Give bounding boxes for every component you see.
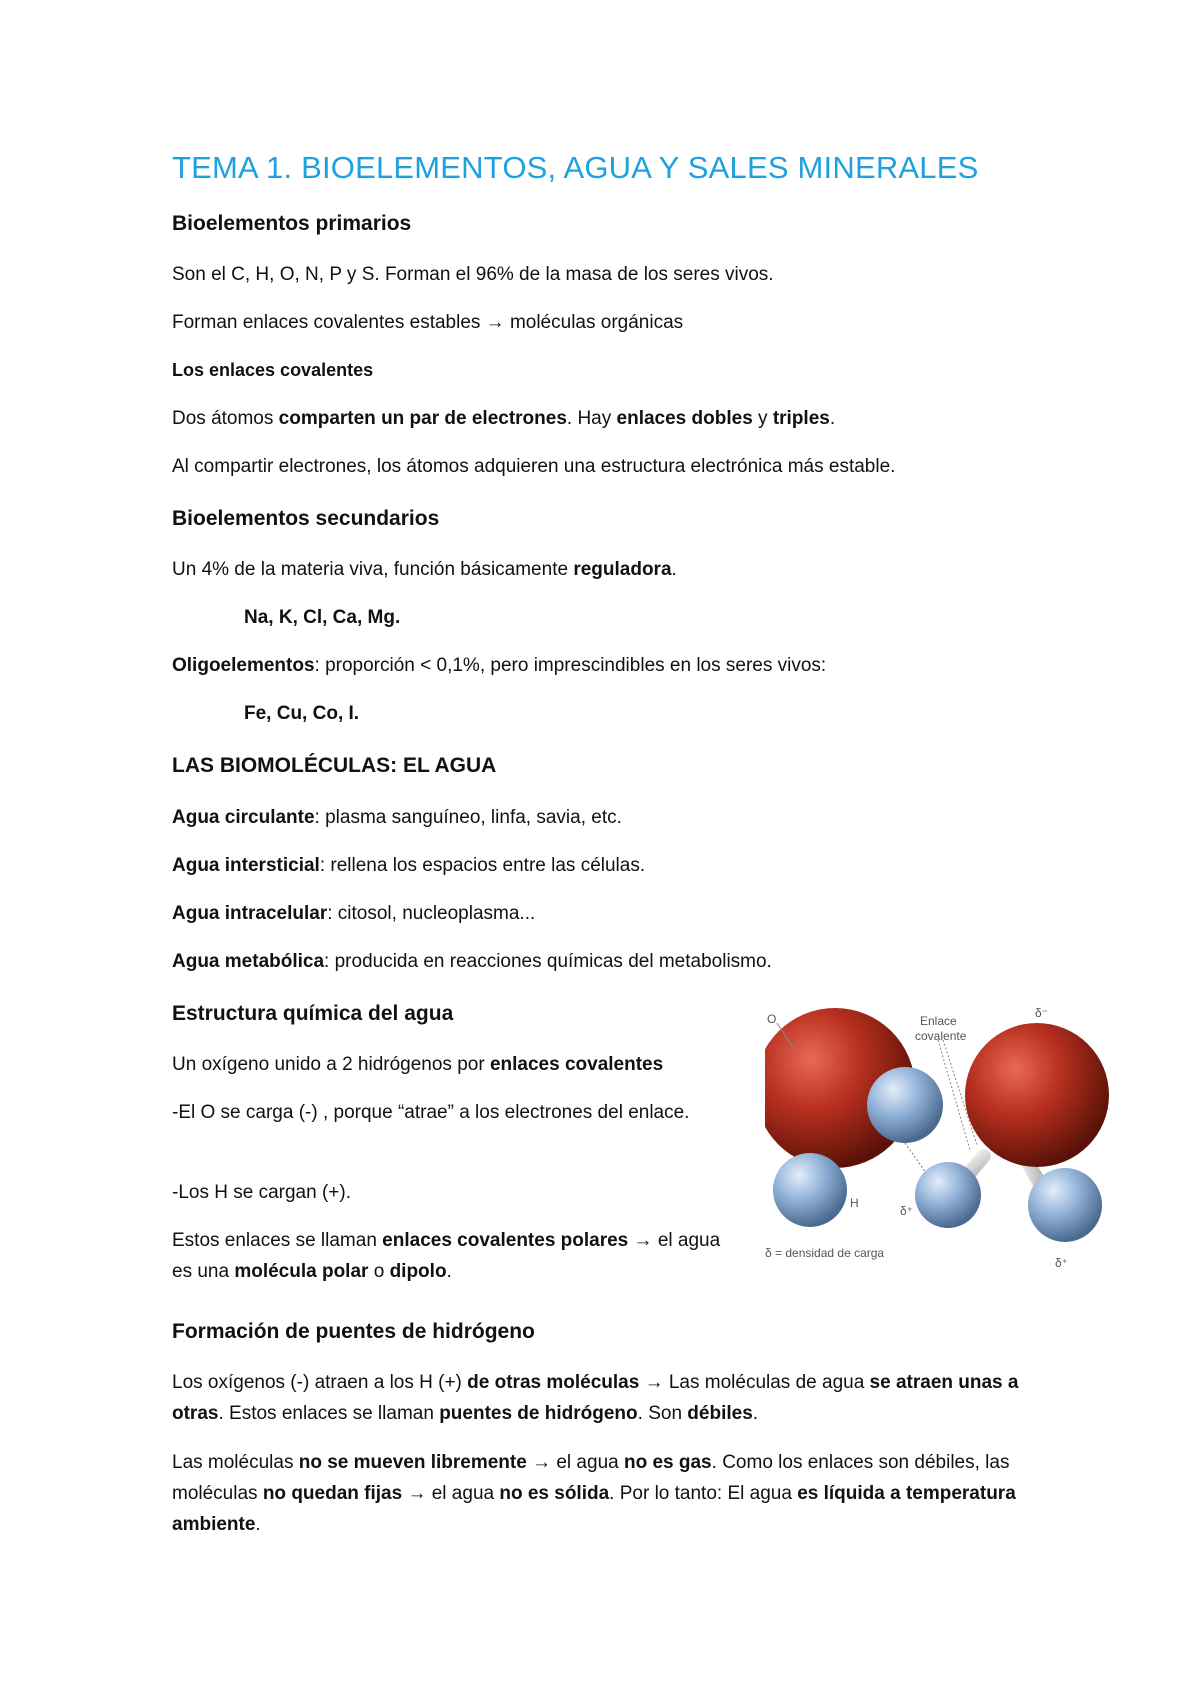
text-run: no se mueven libremente bbox=[298, 1452, 527, 1473]
text-run: . Por lo tanto: El agua bbox=[609, 1483, 798, 1504]
text-run: → Las moléculas de agua bbox=[639, 1372, 870, 1393]
paragraph-enlaces-1 bbox=[172, 403, 1052, 434]
text-run: Agua circulante bbox=[172, 807, 315, 828]
paragraph-enlaces-2: Al compartir electrones, los átomos adquieren una estructura electrónica más estable. bbox=[172, 456, 896, 477]
text-run: Agua intersticial bbox=[172, 855, 320, 876]
text-run: Los oxígenos (-) atraen a los H (+) bbox=[172, 1372, 468, 1393]
text-run: y bbox=[752, 408, 773, 429]
label-hydrogen: H bbox=[850, 1196, 859, 1210]
text-run: Agua intracelular bbox=[172, 903, 328, 924]
label-oxygen: O bbox=[767, 1012, 777, 1026]
label-covalente: covalente bbox=[915, 1029, 967, 1043]
text-run: débiles bbox=[687, 1403, 753, 1424]
text-run: de otras moléculas bbox=[467, 1372, 640, 1393]
text-run: enlaces covalentes polares → bbox=[382, 1230, 653, 1251]
heading-bioelementos-secundarios: Bioelementos secundarios bbox=[172, 507, 440, 530]
water-molecule-diagram bbox=[765, 995, 1165, 1285]
text-run: Un 4% de la materia viva, función básicamente bbox=[172, 559, 574, 580]
paragraph-estructura-3: -Los H se cargan (+). bbox=[172, 1182, 351, 1203]
text-run: . Estos enlaces se llaman bbox=[218, 1403, 440, 1424]
text-run: el agua es una bbox=[172, 1230, 721, 1282]
paragraph-estructura-1 bbox=[172, 1049, 732, 1080]
text-run: puentes de hidrógeno bbox=[439, 1403, 638, 1424]
list-item-agua-1 bbox=[172, 802, 1052, 833]
text-run: : rellena los espacios entre las células. bbox=[319, 855, 646, 876]
text-run: es líquida a temperatura ambiente bbox=[172, 1483, 1016, 1535]
heading-estructura-quimica: Estructura química del agua bbox=[172, 1002, 454, 1025]
paragraph-puentes-2 bbox=[172, 1447, 1032, 1540]
text-run: no es sólida bbox=[499, 1483, 610, 1504]
figure-caption: δ = densidad de carga bbox=[765, 1246, 885, 1260]
text-run: Agua metabólica bbox=[172, 951, 325, 972]
text-run: enlaces covalentes bbox=[489, 1054, 664, 1075]
text-run: . Como los enlaces son débiles, las moléculas bbox=[172, 1452, 1010, 1504]
hydrogen-atom-left-1 bbox=[867, 1067, 943, 1143]
label-delta-plus-left: δ⁺ bbox=[900, 1204, 914, 1218]
document-title: TEMA 1. BIOELEMENTOS, AGUA Y SALES MINERALES bbox=[172, 150, 979, 185]
text-run: → el agua bbox=[526, 1452, 624, 1473]
text-run: . Son bbox=[637, 1403, 688, 1424]
paragraph-secundarios-1 bbox=[172, 554, 1052, 585]
text-run: molécula polar bbox=[234, 1261, 369, 1282]
paragraph-estructura-4 bbox=[172, 1225, 732, 1287]
text-run: Las moléculas bbox=[172, 1452, 299, 1473]
paragraph-primarios-2: Forman enlaces covalentes estables → moléculas orgánicas bbox=[172, 312, 684, 333]
text-run: . bbox=[829, 408, 836, 429]
heading-bioelementos-primarios: Bioelementos primarios bbox=[172, 212, 412, 235]
text-run: Un oxígeno unido a 2 hidrógenos por bbox=[172, 1054, 490, 1075]
text-run: → el agua bbox=[402, 1483, 500, 1504]
text-run: Oligoelementos bbox=[172, 655, 315, 676]
text-run: enlaces dobles bbox=[616, 408, 753, 429]
text-run: : proporción < 0,1%, pero imprescindibles en los seres vivos: bbox=[314, 655, 827, 676]
text-run: se atraen unas a otras bbox=[172, 1372, 1019, 1424]
text-run: : citosol, nucleoplasma... bbox=[327, 903, 536, 924]
hydrogen-atom-right-1 bbox=[915, 1162, 981, 1228]
label-delta-plus-right: δ⁺ bbox=[1055, 1256, 1069, 1270]
heading-puentes-hidrogeno: Formación de puentes de hidrógeno bbox=[172, 1320, 535, 1343]
hydrogen-atom-left-2 bbox=[773, 1153, 847, 1227]
text-run: : producida en reacciones químicas del metabolismo. bbox=[324, 951, 772, 972]
paragraph-oligoelementos bbox=[172, 650, 1052, 681]
oxygen-atom-right bbox=[965, 1023, 1109, 1167]
paragraph-primarios-1: Son el C, H, O, N, P y S. Forman el 96% de la masa de los seres vivos. bbox=[172, 264, 774, 285]
text-run: no es gas bbox=[623, 1452, 712, 1473]
text-run: no quedan fijas bbox=[262, 1483, 403, 1504]
list-item-agua-3 bbox=[172, 898, 1052, 929]
paragraph-puentes-1 bbox=[172, 1367, 1032, 1429]
list-item-agua-2 bbox=[172, 850, 1052, 881]
text-run: dipolo bbox=[389, 1261, 447, 1282]
text-run: comparten un par de electrones bbox=[278, 408, 567, 429]
list-secundarios: Na, K, Cl, Ca, Mg. bbox=[244, 607, 401, 628]
text-run: reguladora bbox=[573, 559, 672, 580]
label-delta-minus: δ⁻ bbox=[1035, 1006, 1049, 1020]
text-run: . bbox=[446, 1261, 452, 1282]
text-run: : plasma sanguíneo, linfa, savia, etc. bbox=[314, 807, 622, 828]
label-enlace: Enlace bbox=[920, 1014, 957, 1028]
list-oligoelementos: Fe, Cu, Co, I. bbox=[244, 703, 360, 724]
hydrogen-atom-right-2 bbox=[1028, 1168, 1102, 1242]
paragraph-estructura-2: -El O se carga (-) , porque “atrae” a los electrones del enlace. bbox=[172, 1102, 690, 1123]
text-run: . bbox=[671, 559, 677, 580]
heading-biomoleculas-agua: LAS BIOMOLÉCULAS: EL AGUA bbox=[172, 754, 497, 777]
text-run: . bbox=[255, 1514, 261, 1535]
text-run: . Hay bbox=[566, 408, 617, 429]
water-molecule-figure bbox=[765, 995, 1165, 1285]
text-run: o bbox=[368, 1261, 390, 1282]
text-run: triples bbox=[772, 408, 830, 429]
text-run: Estos enlaces se llaman bbox=[172, 1230, 383, 1251]
text-run: Dos átomos bbox=[172, 408, 279, 429]
text-run: . bbox=[752, 1403, 759, 1424]
subheading-enlaces-covalentes: Los enlaces covalentes bbox=[172, 360, 374, 380]
list-item-agua-4 bbox=[172, 946, 1052, 977]
